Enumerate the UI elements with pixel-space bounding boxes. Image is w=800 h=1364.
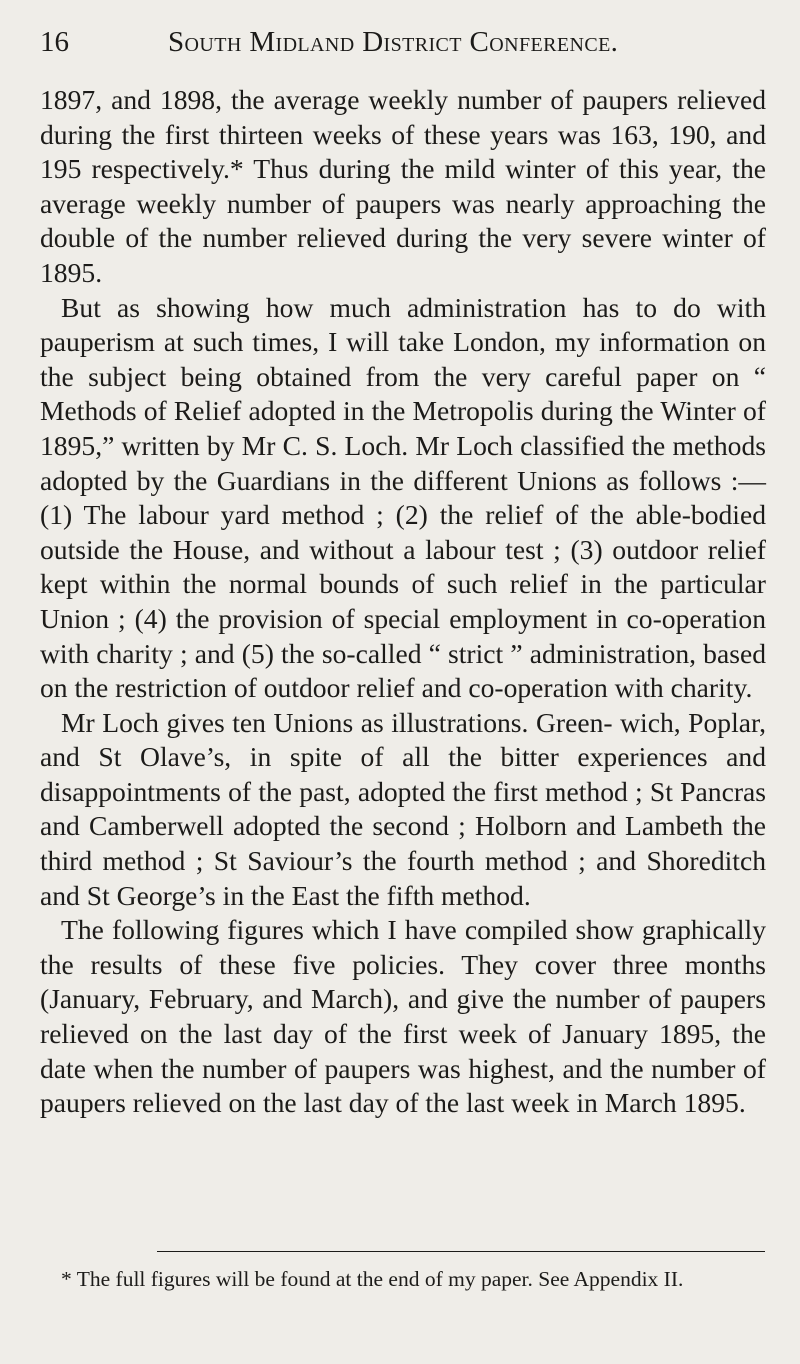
paragraph-2: But as showing how much administration has to do with pauperism at such times, I will take London, my information on the subject being obtained from the very careful paper on “ Methods of Relief adopted in the Metropolis during the Winter of 1895,” written by Mr C. S. Loch. Mr Loch classified the methods adopted by the Guardians in the different Unions as follows :—(1) The labour yard method ; (2) the relief of the able-bodied outside the House, and without a labour test ; (3) outdoor relief kept within the normal bounds of such relief in the particular Union ; (4) the provision of special employment in co-operation with charity ; and (5) the so-called “ strict ” administration, based on the restriction of outdoor relief and co-operation with charity. [40, 291, 766, 704]
footnote: * The full figures will be found at the end of my paper. See Appendix II. [61, 1267, 684, 1291]
page-header [40, 26, 765, 66]
body-text [40, 83, 766, 1121]
paragraph-4: The following figures which I have compiled show graphically the results of these five policies. They cover three months (January, February, and March), and give the number of paupers relieved on the last day of the first week of January 1895, the date when the number of paupers was highest, and the number of paupers relieved on the last day of the last week in March 1895. [40, 914, 766, 1119]
footnote-rule [157, 1251, 765, 1252]
paragraph-3: Mr Loch gives ten Unions as illustrations. Green- wich, Poplar, and St Olave’s, in spite of all the bitter experiences and disappointments of the past, adopted the first method ; St Pancras and Camberwell adopted the second ; Holborn and Lambeth the third method ; St Saviour’s the fourth method ; and Shoreditch and St George’s in the East the fifth method. [40, 706, 766, 911]
running-title: South Midland District Conference. [168, 26, 619, 58]
paragraph-1: 1897, and 1898, the average weekly number of paupers relieved during the first thirteen weeks of these years was 163, 190, and 195 respectively.* Thus during the mild winter of this year, the average weekly number of paupers was nearly approaching the double of the number relieved during the very severe winter of 1895. [40, 84, 766, 288]
page-number: 16 [40, 26, 69, 58]
